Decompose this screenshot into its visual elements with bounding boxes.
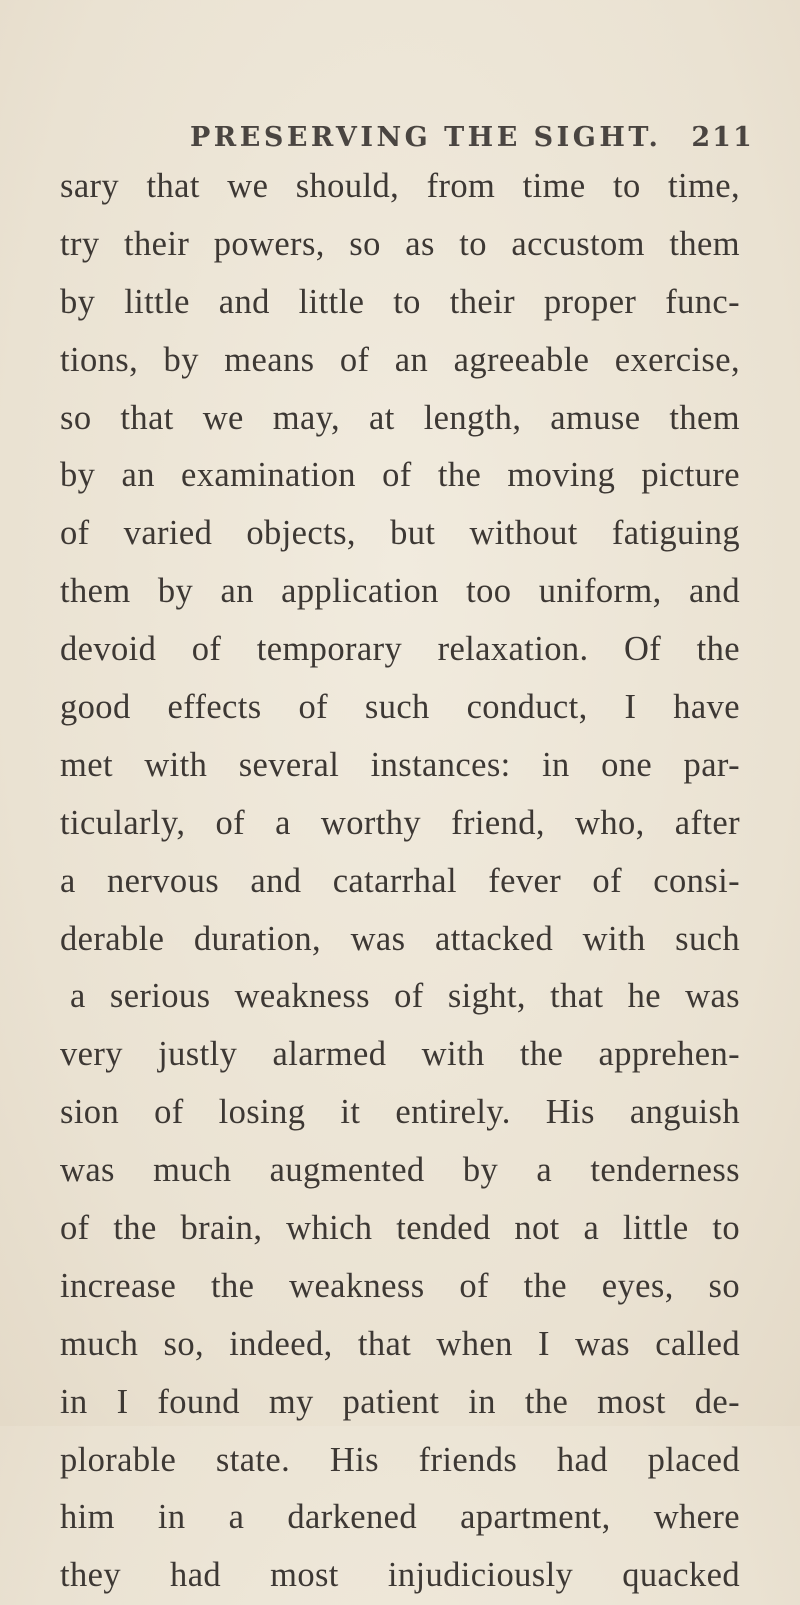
- text-line: them by an application too uniform, and: [60, 572, 740, 611]
- body-text: [60, 158, 740, 1605]
- text-line: tions, by means of an agreeable exercise,: [60, 340, 740, 379]
- text-line: try their powers, so as to accustom them: [60, 224, 740, 263]
- text-line: of varied objects, but without fatiguing: [60, 514, 740, 553]
- text-line: increase the weakness of the eyes, so: [60, 1266, 740, 1305]
- text-line: much so, indeed, that when I was called: [60, 1324, 740, 1363]
- running-head-title: PRESERVING THE SIGHT.: [190, 122, 662, 153]
- text-line: ticularly, of a worthy friend, who, after: [60, 803, 740, 842]
- text-line: devoid of temporary relaxation. Of the: [60, 630, 740, 669]
- text-line: derable duration, was attacked with such: [60, 919, 740, 958]
- text-line: by an examination of the moving picture: [60, 456, 740, 495]
- text-line: was much augmented by a tenderness: [60, 1151, 740, 1190]
- text-line: sion of losing it entirely. His anguish: [60, 1093, 740, 1132]
- text-line: met with several instances: in one par-: [60, 745, 740, 784]
- text-line: very justly alarmed with the apprehen-: [60, 1035, 740, 1074]
- text-line: a serious weakness of sight, that he was: [70, 977, 740, 1016]
- text-line: sary that we should, from time to time,: [60, 167, 740, 205]
- text-line: in I found my patient in the most de-: [60, 1382, 740, 1421]
- text-line: so that we may, at length, amuse them: [60, 398, 740, 437]
- text-line: good effects of such conduct, I have: [60, 688, 740, 727]
- text-line: they had most injudiciously quacked: [60, 1556, 740, 1595]
- running-head: [190, 122, 754, 153]
- text-line: of the brain, which tended not a little to: [60, 1209, 740, 1248]
- page-number: 211: [691, 122, 754, 153]
- text-line: him in a darkened apartment, where: [60, 1498, 740, 1537]
- text-line: a nervous and catarrhal fever of consi-: [60, 861, 740, 900]
- text-line: by little and little to their proper func-: [60, 282, 740, 321]
- text-line: plorable state. His friends had placed: [60, 1440, 740, 1479]
